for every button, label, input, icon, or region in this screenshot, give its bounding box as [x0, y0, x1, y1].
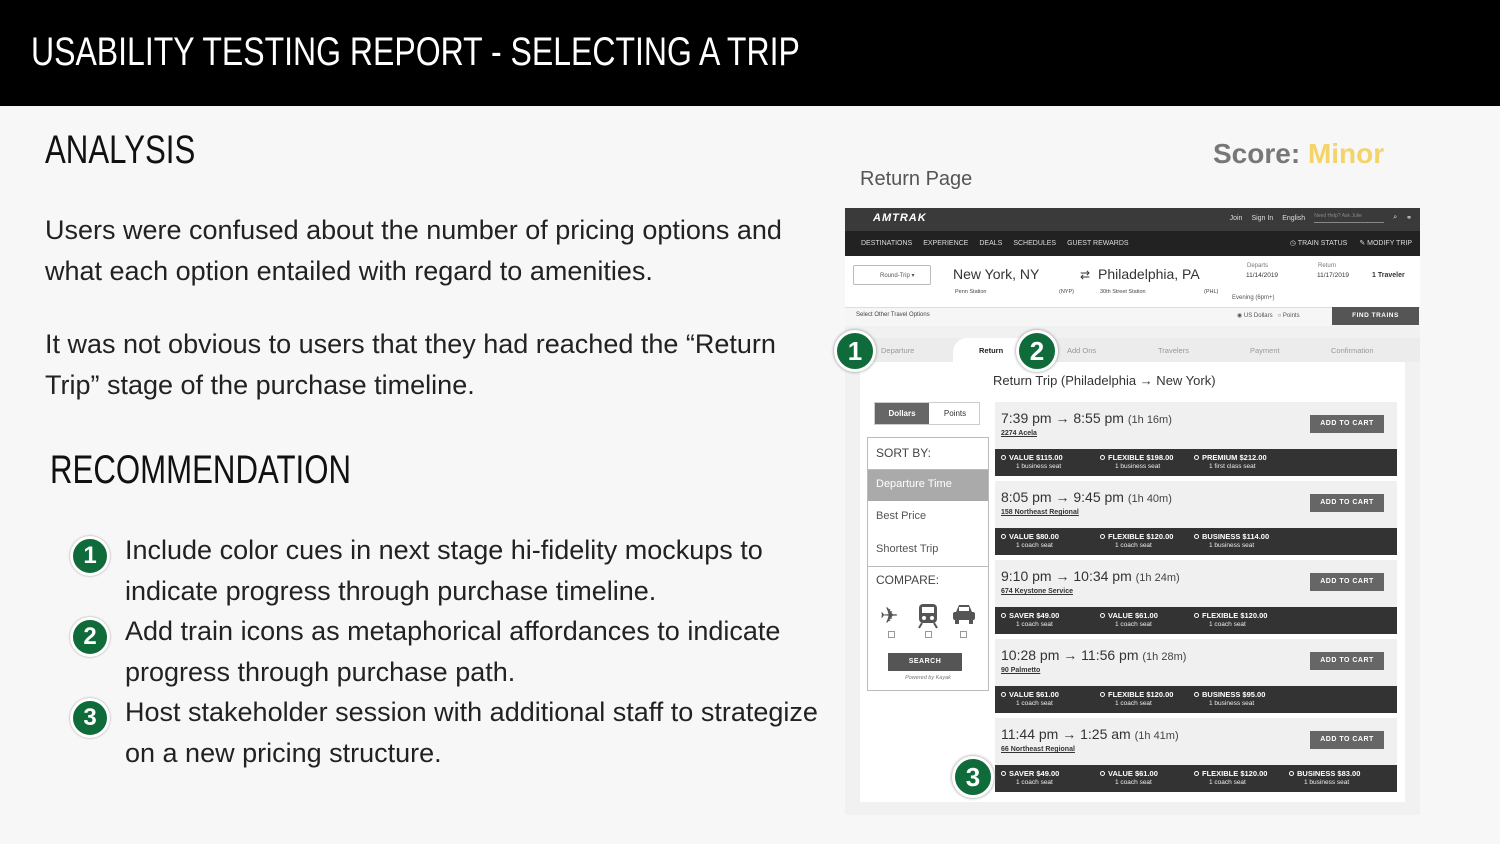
score — [1213, 138, 1384, 170]
trip-times: 10:28 pm → 11:56 pm (1h 28m) — [1001, 647, 1187, 663]
divider — [868, 566, 988, 567]
return-label: Return — [1318, 263, 1337, 269]
from-code: (NYP) — [1059, 289, 1074, 295]
return-page-mockup — [845, 208, 1420, 815]
add-to-cart-button[interactable]: ADD TO CART — [1310, 731, 1384, 749]
recommendation-text: Host stakeholder session with additional staff to strategize on a new pricing structure. — [125, 697, 818, 768]
recommendation-heading: RECOMMENDATION — [50, 448, 352, 492]
train-name-link[interactable]: 66 Northeast Regional — [1001, 746, 1075, 753]
fare-option[interactable]: BUSINESS $95.00 1 business seat — [1194, 690, 1294, 707]
travelers-field[interactable]: 1 Traveler — [1372, 272, 1405, 279]
booking-form — [845, 256, 1420, 308]
radio-icon — [1100, 455, 1105, 460]
radio-icon — [1194, 613, 1199, 618]
signin-link[interactable]: Sign In — [1251, 214, 1274, 222]
nav-schedules[interactable]: SCHEDULES — [1013, 240, 1057, 247]
trip-times: 11:44 pm → 1:25 am (1h 41m) — [1001, 726, 1179, 742]
train-name-link[interactable]: 674 Keystone Service — [1001, 588, 1073, 595]
sort-shortest-trip[interactable]: Shortest Trip — [876, 543, 939, 555]
trip-times: 7:39 pm → 8:55 pm (1h 16m) — [1001, 410, 1172, 426]
nav-guest-rewards[interactable]: GUEST REWARDS — [1067, 240, 1129, 247]
add-to-cart-button[interactable]: ADD TO CART — [1310, 415, 1384, 433]
radio-icon: ◉ — [1237, 313, 1244, 319]
radio-icon — [1194, 455, 1199, 460]
annotation-marker-3: 3 — [952, 756, 994, 798]
clock-icon: ◷ — [1289, 240, 1298, 247]
step-return[interactable]: Return — [979, 346, 1004, 355]
page-title: USABILITY TESTING REPORT - SELECTING A TRIP — [31, 30, 800, 74]
step-travelers[interactable]: Travelers — [1158, 346, 1189, 355]
trip-times: 8:05 pm → 9:45 pm (1h 40m) — [1001, 489, 1172, 505]
sort-departure-time[interactable]: Departure Time — [868, 470, 988, 501]
radio-icon — [1194, 771, 1199, 776]
nav-experience[interactable]: EXPERIENCE — [923, 240, 969, 247]
radio-icon — [1100, 771, 1105, 776]
fare-option[interactable]: BUSINESS $83.00 1 business seat — [1289, 769, 1389, 786]
add-to-cart-button[interactable]: ADD TO CART — [1310, 573, 1384, 591]
fare-option[interactable]: VALUE $61.00 1 coach seat — [1100, 769, 1200, 786]
title-bar — [0, 0, 1500, 106]
recommendation-text: Include color cues in next stage hi-fidelity mockups to indicate progress through purchase timeline. — [125, 535, 763, 606]
departs-date-field[interactable]: 11/14/2019 — [1246, 272, 1279, 279]
fare-option[interactable]: VALUE $115.00 1 business seat — [1001, 453, 1101, 470]
score-label: Score: — [1213, 138, 1301, 169]
annotation-marker-2: 2 — [1016, 330, 1058, 372]
compare-car-checkbox[interactable] — [960, 631, 967, 638]
to-station: 30th Street Station — [1100, 289, 1146, 295]
step-payment[interactable]: Payment — [1250, 346, 1280, 355]
sort-best-price[interactable]: Best Price — [876, 510, 927, 522]
analysis-paragraph-1: Users were confused about the number of pricing options and what each option entailed with regard to amenities. — [45, 215, 782, 286]
other-travel-options-link[interactable]: Select Other Travel Options — [856, 312, 930, 318]
recommendation-text: Add train icons as metaphorical affordances to indicate progress through purchase path. — [125, 616, 781, 687]
departs-label: Departs — [1247, 263, 1269, 269]
fare-options-bar — [995, 607, 1397, 634]
fare-option[interactable]: SAVER $49.00 1 coach seat — [1001, 611, 1101, 628]
trip-card — [995, 481, 1397, 555]
radio-icon — [1289, 771, 1294, 776]
powered-by-kayak: Powered by Kayak — [905, 675, 951, 681]
number-badge: 3 — [70, 698, 110, 738]
radio-icon: ○ — [1277, 313, 1283, 319]
train-status-link[interactable]: ◷ TRAIN STATUS — [1289, 240, 1348, 247]
compare-train-checkbox[interactable] — [925, 631, 932, 638]
car-icon — [952, 603, 976, 631]
radio-icon — [1100, 534, 1105, 539]
fare-option[interactable]: FLEXIBLE $120.00 1 coach seat — [1100, 532, 1200, 549]
fare-option[interactable]: VALUE $61.00 1 coach seat — [1001, 690, 1101, 707]
modify-trip-link[interactable]: ✎ MODIFY TRIP — [1359, 240, 1412, 247]
plane-icon: ✈ — [880, 603, 899, 628]
step-departure[interactable]: Departure — [881, 346, 915, 355]
sort-compare-sidebar — [867, 437, 989, 691]
help-search-input[interactable]: Need Help? Ask Julie — [1314, 213, 1384, 223]
fare-option[interactable]: VALUE $80.00 1 coach seat — [1001, 532, 1101, 549]
trip-card — [995, 718, 1397, 792]
analysis-paragraph-2: It was not obvious to users that they had reached the “Return Trip” stage of the purchase timeline. — [45, 329, 776, 400]
annotation-marker-1: 1 — [834, 330, 876, 372]
radio-icon — [1194, 692, 1199, 697]
radio-icon — [1100, 692, 1105, 697]
radio-icon — [1001, 455, 1006, 460]
search-icon[interactable]: ⌕ — [1393, 214, 1398, 221]
fare-option[interactable]: FLEXIBLE $120.00 1 coach seat — [1100, 690, 1200, 707]
radio-icon — [1001, 771, 1006, 776]
compare-plane-checkbox[interactable] — [888, 631, 895, 638]
share-icon[interactable]: ⚭ — [1406, 215, 1412, 222]
dollars-toggle[interactable]: Dollars — [875, 403, 929, 424]
trip-card — [995, 560, 1397, 634]
radio-icon — [1001, 613, 1006, 618]
amtrak-logo: AMTRAK — [873, 212, 927, 224]
radio-icon — [1194, 534, 1199, 539]
from-city-field[interactable]: New York, NY — [953, 266, 1040, 282]
radio-icon — [1100, 613, 1105, 618]
trip-card — [995, 402, 1397, 476]
fare-option[interactable]: PREMIUM $212.00 1 first class seat — [1194, 453, 1294, 470]
fare-option[interactable]: SAVER $49.00 1 coach seat — [1001, 769, 1101, 786]
fare-option[interactable]: BUSINESS $114.00 1 business seat — [1194, 532, 1294, 549]
fare-options-bar — [995, 449, 1397, 476]
currency-radios[interactable]: ◉ US Dollars ○ Points — [1237, 313, 1300, 319]
add-to-cart-button[interactable]: ADD TO CART — [1310, 652, 1384, 670]
mockup-nav — [845, 231, 1420, 256]
sort-heading: SORT BY: — [876, 446, 931, 460]
number-badge: 1 — [70, 536, 110, 576]
currency-toggle — [874, 402, 980, 425]
nav-deals[interactable]: DEALS — [979, 240, 1003, 247]
trip-card — [995, 639, 1397, 713]
time-of-day-select[interactable]: Evening (6pm+) — [1232, 295, 1275, 301]
add-to-cart-button[interactable]: ADD TO CART — [1310, 494, 1384, 512]
step-confirmation[interactable]: Confirmation — [1331, 346, 1374, 355]
points-toggle[interactable]: Points — [943, 409, 967, 418]
return-date-field[interactable]: 11/17/2019 — [1317, 272, 1350, 279]
train-name-link[interactable]: 2274 Acela — [1001, 430, 1037, 437]
fare-options-bar — [995, 528, 1397, 555]
to-city-field[interactable]: Philadelphia, PA — [1098, 266, 1200, 282]
swap-icon[interactable]: ⇄ — [1080, 268, 1091, 282]
fare-option[interactable]: VALUE $61.00 1 coach seat — [1100, 611, 1200, 628]
analysis-heading: ANALYSIS — [45, 128, 196, 172]
pencil-icon: ✎ — [1359, 240, 1368, 247]
train-name-link[interactable]: 90 Palmetto — [1001, 667, 1041, 674]
fare-options-bar — [995, 765, 1397, 792]
train-name-link[interactable]: 158 Northeast Regional — [1001, 509, 1079, 516]
fare-option[interactable]: FLEXIBLE $120.00 1 coach seat — [1194, 611, 1294, 628]
fare-option[interactable]: FLEXIBLE $120.00 1 coach seat — [1194, 769, 1294, 786]
score-value: Minor — [1307, 138, 1385, 169]
radio-icon — [1001, 534, 1006, 539]
to-code: (PHL) — [1204, 289, 1219, 295]
nav-destinations[interactable]: DESTINATIONS — [861, 240, 913, 247]
step-add-ons[interactable]: Add Ons — [1067, 346, 1097, 355]
find-trains-button[interactable]: FIND TRAINS — [1332, 307, 1419, 325]
from-station: Penn Station — [955, 289, 987, 295]
compare-search-button[interactable]: SEARCH — [888, 653, 962, 671]
join-link[interactable]: Join — [1229, 214, 1243, 222]
mockup-caption: Return Page — [860, 168, 973, 190]
return-trip-title: Return Trip (Philadelphia → New York) — [993, 373, 1216, 388]
top-links — [1230, 213, 1412, 223]
number-badge: 2 — [70, 617, 110, 657]
language-select[interactable]: English — [1282, 214, 1306, 222]
radio-icon — [1001, 692, 1006, 697]
mockup-topbar — [845, 208, 1420, 231]
fare-option[interactable]: FLEXIBLE $198.00 1 business seat — [1100, 453, 1200, 470]
compare-heading: COMPARE: — [876, 573, 940, 587]
trip-times: 9:10 pm → 10:34 pm (1h 24m) — [1001, 568, 1180, 584]
fare-options-bar — [995, 686, 1397, 713]
trip-type-select[interactable]: Round-Trip ▾ — [853, 265, 931, 285]
